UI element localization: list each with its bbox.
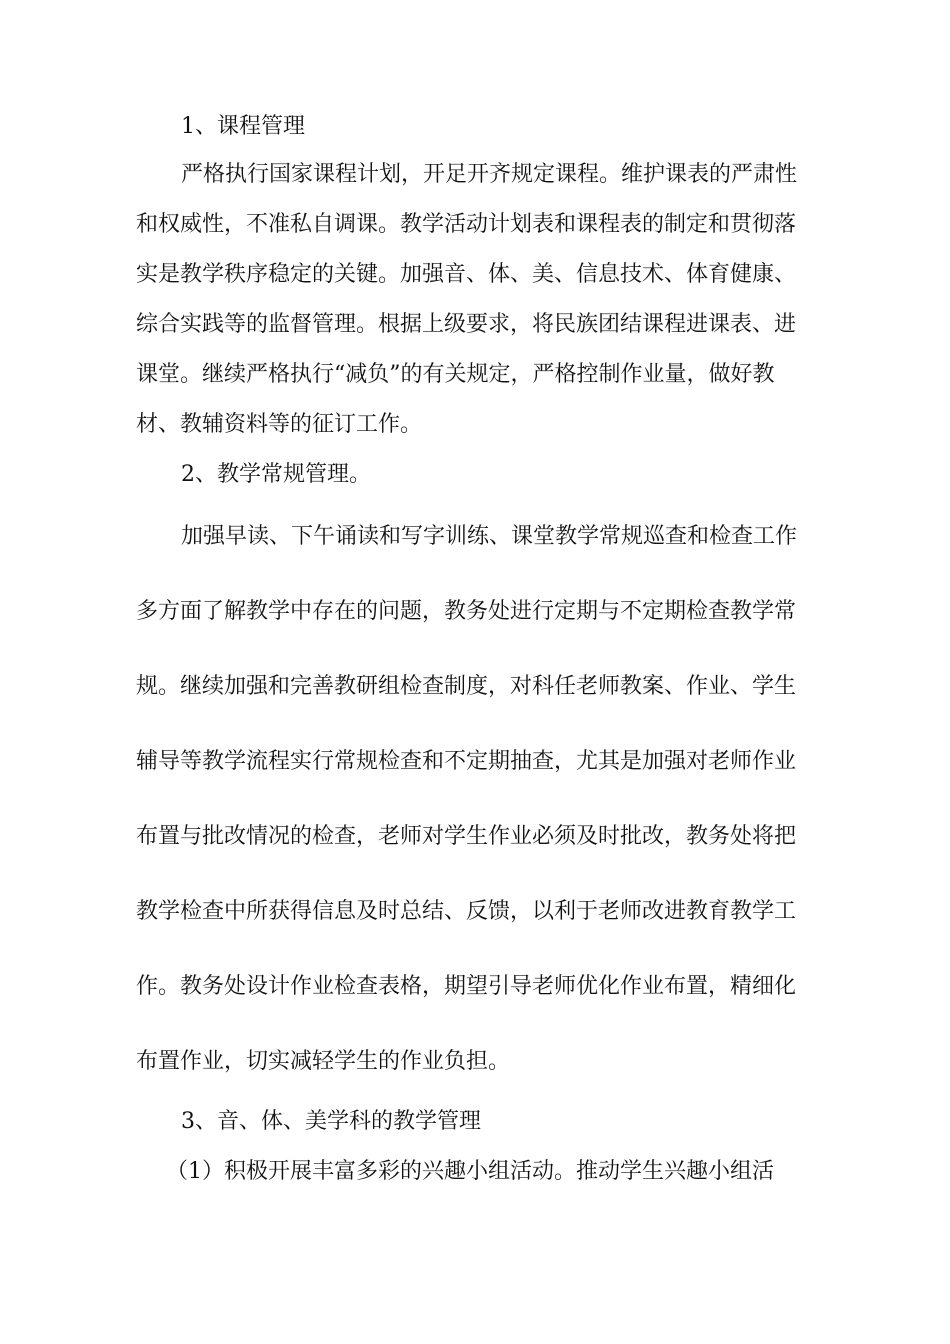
paragraph-line: 作。教务处设计作业检查表格，期望引导老师优化作业布置，精细化: [136, 974, 797, 999]
paragraph-line: 综合实践等的监督管理。根据上级要求，将民族团结课程进课表、进: [136, 312, 797, 337]
section-heading-arts-management: 3、音、体、美学科的教学管理: [181, 1109, 481, 1134]
paragraph-line: 辅导等教学流程实行常规检查和不定期抽查，尤其是加强对老师作业: [136, 749, 797, 774]
paragraph-line: （1）积极开展丰富多彩的兴趣小组活动。推动学生兴趣小组活: [166, 1159, 774, 1184]
paragraph-line: 布置与批改情况的检查，老师对学生作业必须及时批改，教务处将把: [136, 824, 797, 849]
paragraph-line: 严格执行国家课程计划，开足开齐规定课程。维护课表的严肃性: [181, 162, 798, 187]
paragraph-line: 加强早读、下午诵读和写字训练、课堂教学常规巡查和检查工作: [181, 524, 798, 549]
paragraph-line: 课堂。继续严格执行“减负”的有关规定，严格控制作业量，做好教: [136, 362, 775, 387]
paragraph-line: 多方面了解教学中存在的问题，教务处进行定期与不定期检查教学常: [136, 599, 797, 624]
paragraph-line: 教学检查中所获得信息及时总结、反馈，以利于老师改进教育教学工: [136, 899, 797, 924]
section-heading-course-management: 1、课程管理: [181, 114, 305, 139]
paragraph-line: 布置作业，切实减轻学生的作业负担。: [136, 1049, 511, 1074]
paragraph-line: 实是教学秩序稳定的关键。加强音、体、美、信息技术、体育健康、: [136, 262, 797, 287]
paragraph-line: 和权威性，不准私自调课。教学活动计划表和课程表的制定和贯彻落: [136, 212, 797, 237]
section-heading-teaching-routine: 2、教学常规管理。: [181, 462, 371, 487]
paragraph-line: 规。继续加强和完善教研组检查制度，对科任老师教案、作业、学生: [136, 674, 797, 699]
paragraph-line: 材、教辅资料等的征订工作。: [136, 412, 423, 437]
